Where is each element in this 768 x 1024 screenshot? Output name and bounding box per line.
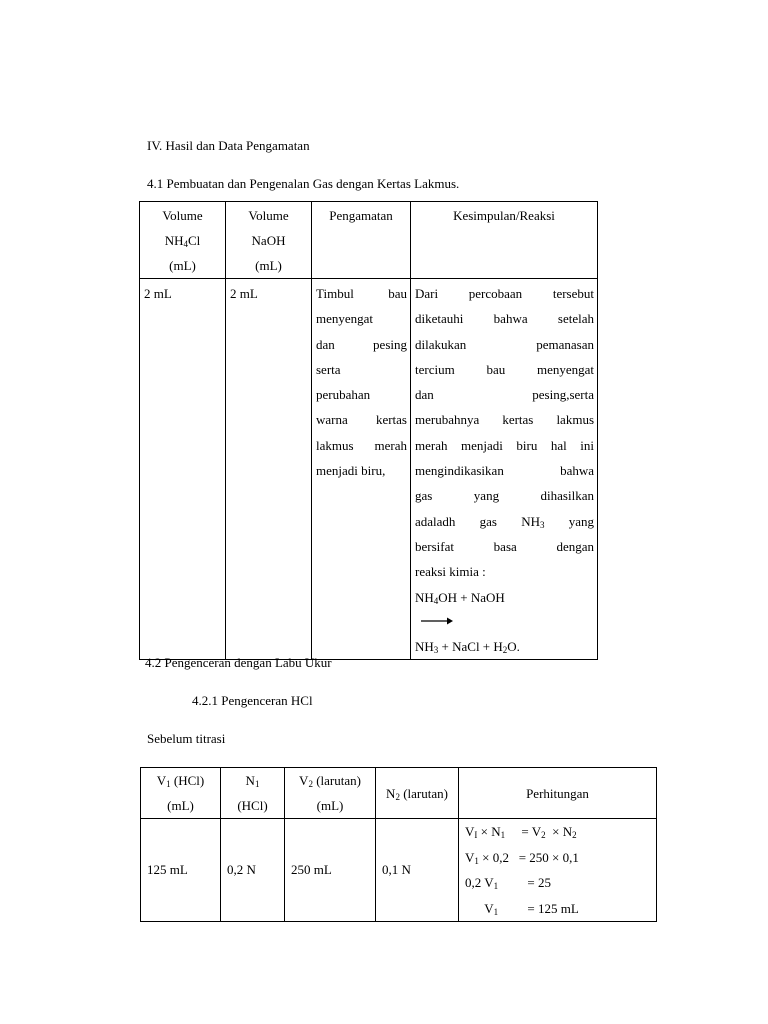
reaction-arrow-icon <box>415 610 594 634</box>
dilution-table-data-row <box>141 819 657 922</box>
header-observation: Pengamatan <box>312 202 411 279</box>
subsection-4-2-1-title: 4.2.1 Pengenceran HCl <box>192 693 313 708</box>
litmus-table <box>139 201 598 660</box>
litmus-table-data-row <box>140 279 598 660</box>
calc-line-2: $V_1 \times 0,2 = 250 \times 0,1$ <box>465 849 579 866</box>
reaction-products: $NH_3$ + NaCl + $H_2O$. <box>415 638 520 655</box>
nh3-line: adaladh gas $NH_3$ yang <box>415 513 594 530</box>
header-volume-label: Volume <box>162 208 203 223</box>
cell-vol-nh4cl: 2 mL <box>140 279 226 660</box>
header-unit-label: (mL) <box>255 258 282 273</box>
cell-observation: Timbul bau menyengat dan pesing serta perubahan warna kertas lakmus merah menjadi biru, <box>312 279 411 660</box>
header-calculation: Perhitungan <box>459 768 657 819</box>
cell-vol-naoh: 2 mL <box>226 279 312 660</box>
header-volume-nh4cl <box>140 202 226 279</box>
calc-line-3: 0,2 $V_1$ = 25 <box>465 875 551 891</box>
cell-n1: 0,2 N <box>221 819 285 922</box>
header-v1: $V_1$ (HCl) (mL) <box>141 768 221 819</box>
cell-v2: 250 mL <box>285 819 376 922</box>
dilution-table-header-row <box>141 768 657 819</box>
header-volume-naoh <box>226 202 312 279</box>
header-naoh-label: NaOH <box>251 233 286 248</box>
before-titration-label: Sebelum titrasi <box>147 731 226 746</box>
header-conclusion: Kesimpulan/Reaksi <box>411 202 598 279</box>
header-volume-label: Volume <box>248 208 289 223</box>
header-unit-label: (mL) <box>169 258 196 273</box>
header-nh4cl-label: $NH_4Cl$ <box>164 233 201 249</box>
litmus-table-header-row <box>140 202 598 279</box>
cell-n2: 0,1 N <box>376 819 459 922</box>
header-v2: $V_2$ (larutan) (mL) <box>285 768 376 819</box>
calc-line-4: $V_1$ = 125 mL <box>465 900 579 917</box>
header-n1: $N_1$ (HCl) <box>221 768 285 819</box>
dilution-table <box>140 767 657 922</box>
cell-v1: 125 mL <box>141 819 221 922</box>
cell-conclusion: Dari percobaan tersebut diketauhi bahwa setelah dilakukan pemanasan tercium bau menyengat dan pesing,serta merubahnya kertas lakmus merah menjadi biru hal ini mengindikasikan bahwa gas yang dihasilkan adaladh gas $NH_3$ yang bersifat basa dengan reaksi kimia : $NH_4OH$ + NaOH $NH_3$ + NaCl + $H_2O$. <box>411 279 598 660</box>
header-n2: $N_2$ (larutan) <box>376 768 459 819</box>
cell-calculation <box>459 819 657 922</box>
section-title: IV. Hasil dan Data Pengamatan <box>147 138 310 153</box>
subsection-4-1-title: 4.1 Pembuatan dan Pengenalan Gas dengan Kertas Lakmus. <box>147 176 460 191</box>
reaction-reactants: $NH_4OH$ + NaOH <box>415 589 505 606</box>
calc-line-1: $V_I \times N_1$ = $V_2 \times N_2$ <box>465 824 577 840</box>
subsection-4-2-title: 4.2 Pengenceran dengan Labu Ukur <box>145 655 332 670</box>
